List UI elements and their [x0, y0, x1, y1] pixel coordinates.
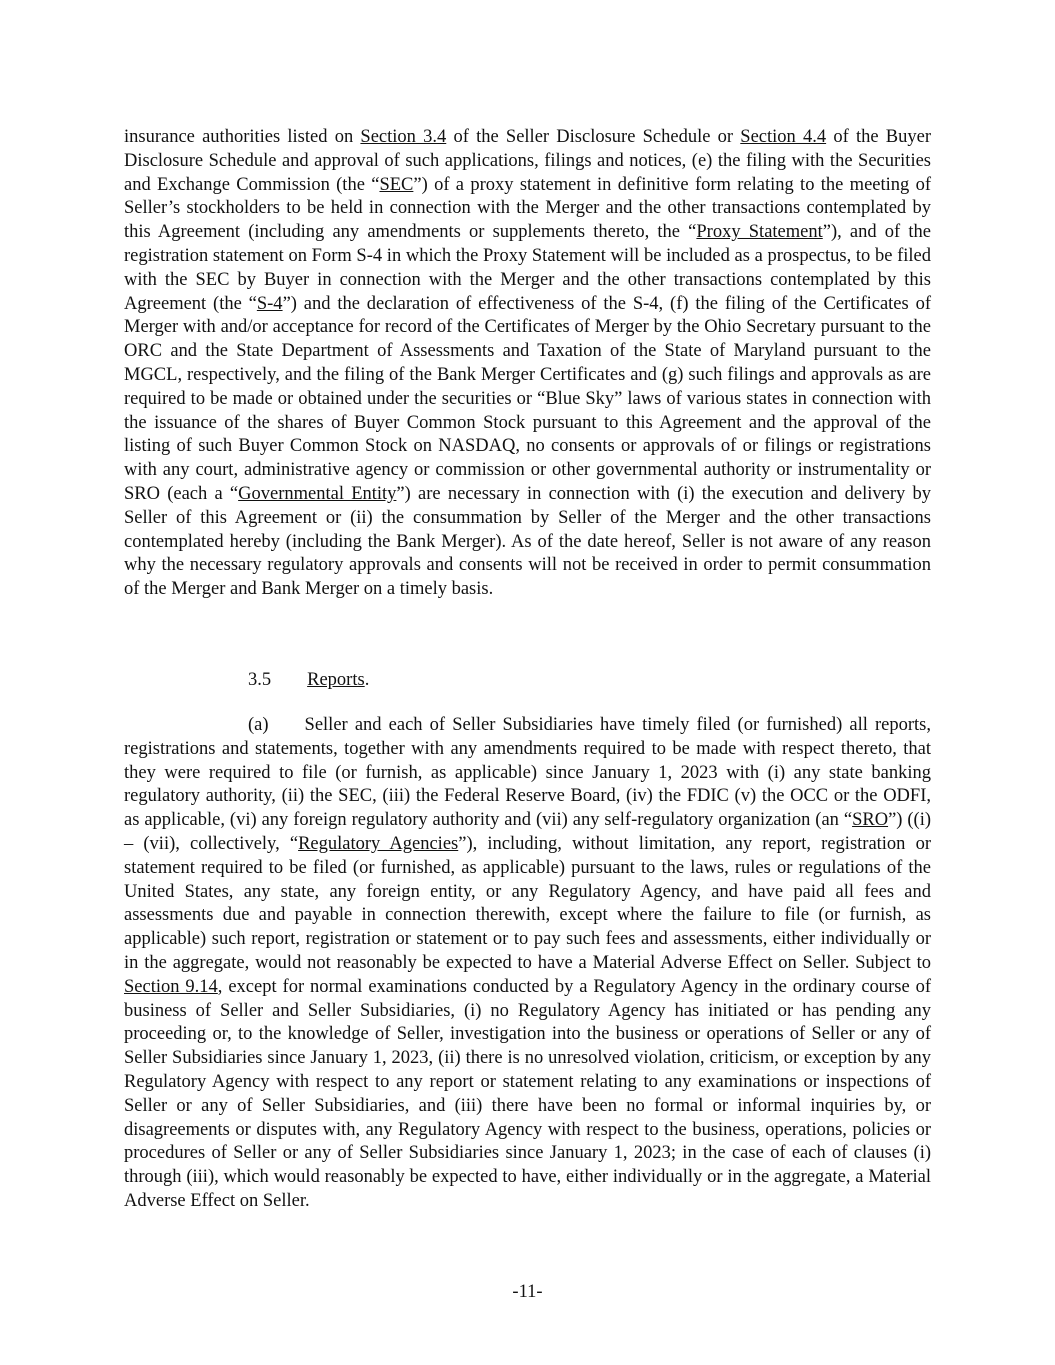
paragraph-reports-a [124, 714, 931, 1214]
section-number: 3.5 [248, 670, 272, 690]
paragraph-text: of the Seller Disclosure Schedule or [446, 127, 741, 147]
defined-term: S-4 [256, 293, 283, 314]
section-heading [248, 669, 369, 693]
defined-term: Regulatory Agencies [298, 833, 459, 854]
paragraph-text: ”) of a proxy statement in definitive form relating to the meeting of Seller’s stockholders to be held in connection with the Merger and the other transactions contemplated by this Agreement (including any amendments or supplements thereto, the “ [124, 174, 931, 243]
paragraph-text: ”) ((i) – (vii), collectively, “ [124, 810, 931, 854]
paragraph-text: ”) are necessary in connection with (i) the execution and delivery by Seller of this Agreement or (ii) the consummation by Seller of the Merger and the other transactions contemplated hereby (including the Bank Merger). As of the date hereof, Seller is not aware of any reason why the necessary regulatory approvals and consents will not be received in order to permit consummation of the Merger and Bank Merger on a timely basis. [124, 483, 931, 600]
section-reference: Section 4.4 [740, 127, 827, 147]
defined-term: Proxy Statement [696, 222, 823, 243]
defined-term: SEC [379, 174, 414, 195]
section-reference: Section 3.4 [360, 127, 447, 147]
paragraph-text: Seller and each of Seller Subsidiaries have timely filed (or furnished) all reports, registrations and statements, together with any amendments required to be made with respect thereto, that they were required to file (or furnish, as applicable) since January 1, 2023 with (i) any state banking regulatory authority, (ii) the SEC, (iii) the Federal Reserve Board, (iv) the FDIC (v) the OCC or the ODFI, as applicable, (vi) any foreign regulatory authority and (vii) any self-regulatory organization (an “ [124, 715, 931, 831]
paragraph-text: , except for normal examinations conducted by a Regulatory Agency in the ordinary course of business of Seller and Seller Subsidiaries, (i) no Regulatory Agency has initiated or has pending any proceeding or, to the knowledge of Seller, investigation into the business or operations of Seller or any of Seller Subsidiaries since January 1, 2023, (ii) there is no unresolved violation, criticism, or exception by any Regulatory Agency with respect to any report or statement relating to any examinations or inspections of Seller or any of Seller Subsidiaries, and (iii) there have been no formal or informal inquiries by, or disagreements or disputes with, any Regulatory Agency with respect to the business, operations, policies or procedures of Seller or any of Seller Subsidiaries since January 1, 2023; in the case of each of clauses (i) through (iii), which would reasonably be expected to have, either individually or in the aggregate, a Material Adverse Effect on Seller. [124, 976, 931, 1211]
clause-label: (a) [248, 715, 269, 735]
paragraph-text: insurance authorities listed on [124, 127, 361, 147]
paragraph-text: ”) and the declaration of effectiveness of the S-4, (f) the filing of the Certificates of Merger with and/or acceptance for record of the Certificates of Merger by the Ohio Secretary pursuant to the ORC and the State Department of Assessments and Taxation of the State of Maryland pursuant to the MGCL, respectively, and the filing of the Bank Merger Certificates and (g) such filings and approvals as are required to be made or obtained under the securities or “Blue Sky” laws of various states in connection with the issuance of the shares of Buyer Common Stock pursuant to this Agreement and the approval of the listing of such Buyer Common Stock on NASDAQ, no consents or approvals of or filings or registrations with any court, administrative agency or commission or other governmental authority or instrumentality or SRO (each a “ [124, 293, 931, 504]
defined-term: Governmental Entity [238, 483, 397, 504]
paragraph-text: of the Buyer Disclosure Schedule and approval of such applications, filings and notices, (e) the filing with the Securities and Exchange Commission (the “ [124, 127, 931, 195]
defined-term: SRO [852, 810, 889, 831]
section-title-period: . [364, 670, 370, 690]
page-number: -11- [512, 1282, 543, 1302]
section-title: Reports [307, 670, 365, 690]
paragraph-governmental-consents [124, 126, 931, 602]
paragraph-text: ”), including, without limitation, any report, registration or statement required to be filed (or furnished, as applicable) pursuant to the laws, rules or regulations of the United States, any state, any foreign entity, or any Regulatory Agency, and have paid all fees and assessments due and payable in connection therewith, except where the failure to file (or furnish, as applicable) such report, registration or statement or to pay such fees and assessments, either individually or in the aggregate, would not reasonably be expected to have a Material Adverse Effect on Seller. Subject to [124, 833, 931, 973]
paragraph-text: ”), and of the registration statement on Form S-4 in which the Proxy Statement will be included as a prospectus, to be filed with the SEC by Buyer in connection with the Merger and the other transactions contemplated by this Agreement (the “ [124, 222, 931, 314]
section-reference: Section 9.14 [124, 976, 218, 997]
